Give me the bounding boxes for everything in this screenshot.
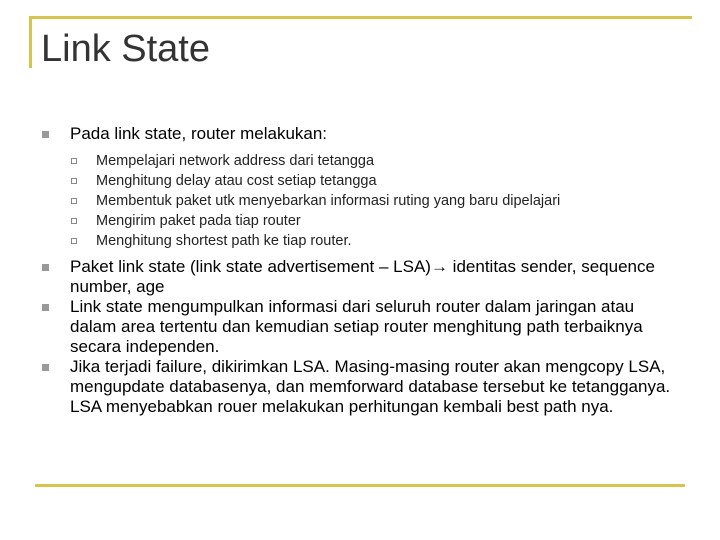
frame-left-rule xyxy=(29,16,32,68)
hollow-square-bullet-icon xyxy=(71,238,77,244)
sub-bullet-text: Membentuk paket utk menyebarkan informasi ruting yang baru dipelajari xyxy=(96,193,561,209)
sub-bullet-text: Mengirim paket pada tiap router xyxy=(96,213,301,229)
frame-bottom-rule xyxy=(35,484,685,487)
bullet-item-4 xyxy=(36,357,676,417)
hollow-square-bullet-icon xyxy=(71,158,77,164)
sub-bullet-text: Menghitung delay atau cost setiap tetangga xyxy=(96,173,377,189)
bullet-text-part-1: Paket link state (link state advertisement – LSA) xyxy=(70,257,431,276)
bullet-item-3 xyxy=(36,297,676,357)
sub-bullet-item-5 xyxy=(36,231,676,251)
right-arrow-icon: → xyxy=(430,257,448,276)
square-bullet-icon xyxy=(42,131,49,138)
bullet-text: Link state mengumpulkan informasi dari seluruh router dalam jaringan atau dalam area tertentu dan kemudian setiap router menghitung path terbaiknya secara independen. xyxy=(70,297,643,356)
bullet-text: Jika terjadi failure, dikirimkan LSA. Masing-masing router akan mengcopy LSA, mengupdate databasenya, dan memforward database tersebut ke tetangganya. LSA menyebabkan rouer melakukan perhitungan kembali best path nya. xyxy=(70,357,671,416)
bullet-text-part-2: identitas sender, sequence number, age xyxy=(70,257,655,296)
sub-bullet-text: Mempelajari network address dari tetangga xyxy=(96,153,375,169)
square-bullet-icon xyxy=(42,304,49,311)
bullet-text: Pada link state, router melakukan: xyxy=(70,124,328,143)
bullet-item-2 xyxy=(36,257,676,297)
sub-bullet-item-2 xyxy=(36,171,676,191)
sub-bullet-text: Menghitung shortest path ke tiap router. xyxy=(96,233,352,249)
bullet-item-1 xyxy=(36,124,676,144)
hollow-square-bullet-icon xyxy=(71,218,77,224)
sub-bullet-list xyxy=(36,151,676,251)
square-bullet-icon xyxy=(42,364,49,371)
hollow-square-bullet-icon xyxy=(71,178,77,184)
sub-bullet-item-1 xyxy=(36,151,676,171)
slide-title: Link State xyxy=(41,28,210,70)
slide-content xyxy=(36,124,676,417)
square-bullet-icon xyxy=(42,264,49,271)
hollow-square-bullet-icon xyxy=(71,198,77,204)
sub-bullet-item-4 xyxy=(36,211,676,231)
sub-bullet-item-3 xyxy=(36,191,676,211)
frame-top-rule xyxy=(29,16,692,19)
